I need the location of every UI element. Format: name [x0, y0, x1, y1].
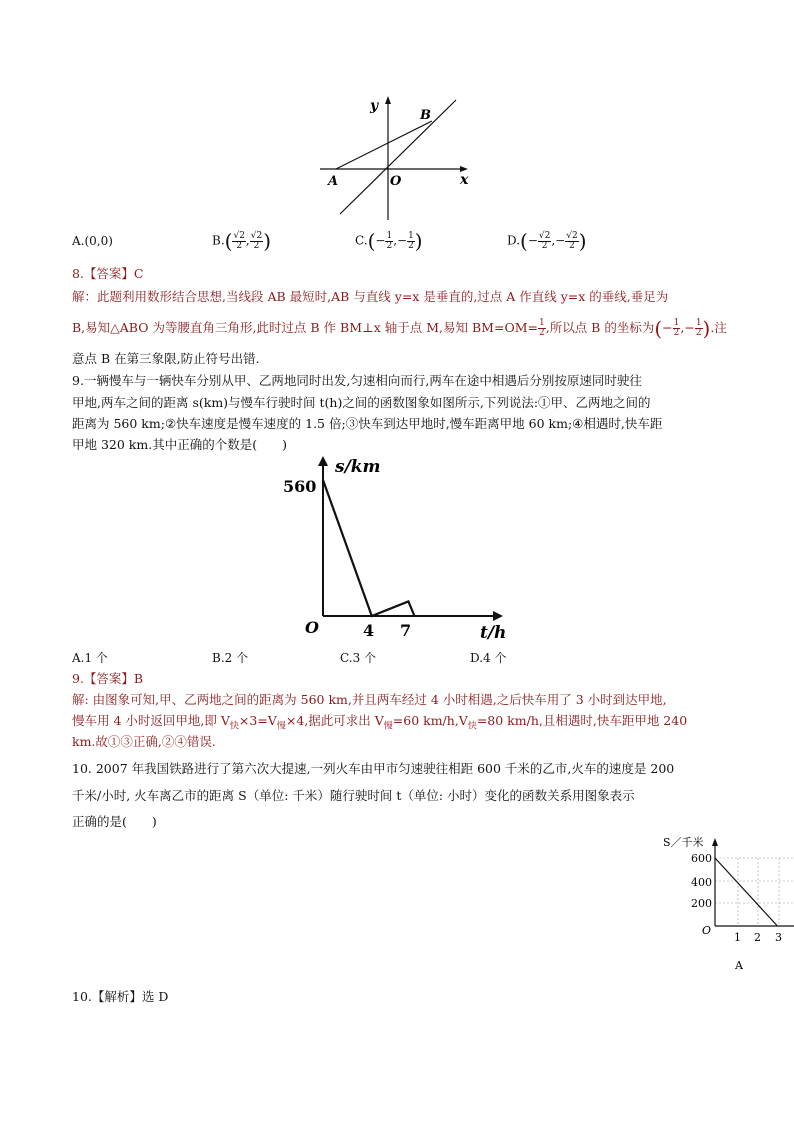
- chart-caption-a: A: [735, 959, 743, 972]
- text: ×3=V: [238, 713, 277, 728]
- q8-answer: 8.【答案】C: [72, 266, 144, 281]
- y-axis-label: S／千米: [663, 836, 704, 849]
- num: √2: [233, 230, 245, 241]
- x-tick-1: 1: [734, 931, 741, 944]
- y-axis-label: s/km: [335, 457, 381, 477]
- text: ×4,据此可求出 V: [285, 713, 384, 728]
- num: 1: [673, 318, 680, 328]
- text: =80 km/h,且相遇时,快车距甲地 240: [476, 713, 688, 728]
- q8-solution-line2: B,易知△ABO 为等腰直角三角形,此时过点 B 作 BM⊥x 轴于点 M,易知 BM=OM= $\frac{1}{2}$ ,所以点 B 的坐标为(− $\frac{1}{2}$ ,− $\frac{1}{2}$ ).注: [72, 316, 727, 341]
- q9-solution-line3: km.故①③正确,②④错误.: [72, 734, 216, 749]
- num: 1: [695, 318, 702, 328]
- origin-label: O: [305, 618, 319, 637]
- q10-line2: 千米/小时, 火车离乙市的距离 S（单位: 千米）随行驶时间 t（单位: 小时）变化的函数关系用图象表示: [72, 788, 635, 803]
- q8-solution-line1: 解：此题利用数形结合思想,当线段 AB 最短时,AB 与直线 y=x 是垂直的,过点 A 作直线 y=x 的垂线,垂足为: [72, 289, 669, 304]
- x-tick-3: 3: [775, 931, 782, 944]
- label-O: O: [390, 174, 402, 189]
- q9-answer: 9.【答案】B: [72, 671, 144, 686]
- q7-coordinate-figure: [310, 92, 480, 222]
- den: 2: [408, 240, 414, 251]
- den: 2: [538, 328, 545, 338]
- label-A: A: [328, 174, 339, 189]
- q9-solution-line1: 解: 由图象可知,甲、乙两地之间的距离为 560 km,并且两车经过 4 小时相遇,之后快车用了 3 小时到达甲地,: [72, 692, 667, 707]
- num: 1: [386, 230, 393, 241]
- segment-AB: [336, 121, 432, 169]
- den: 2: [236, 240, 243, 251]
- den: 2: [253, 240, 260, 251]
- prefix: B.: [212, 233, 225, 248]
- q7-option-d[interactable]: D.(− $\frac{√2}{2}$ ,− $\frac{√2}{2}$ ): [507, 229, 587, 253]
- line-y-equals-x: [340, 100, 456, 214]
- q9-option-c[interactable]: C.3 个: [340, 651, 377, 665]
- sub: 快: [229, 721, 239, 732]
- q9-line3: 距离为 560 km;②快车速度是慢车速度的 1.5 倍;③快车到达甲地时,慢车距离甲地 60 km;④相遇时,快车距: [72, 416, 663, 431]
- S-series-line: [715, 858, 777, 926]
- text: ,所以点 B 的坐标为: [545, 320, 655, 335]
- x-tick-4: 4: [363, 621, 375, 640]
- q10-chart-a: [655, 830, 794, 975]
- q9-line1: 9.一辆慢车与一辆快车分别从甲、乙两地同时出发,匀速相向而行,两车在途中相遇后分别按原速同时驶往: [72, 373, 642, 388]
- q9-line4: 甲地 320 km.其中正确的个数是( ): [72, 437, 287, 452]
- sub: 慢: [276, 721, 286, 732]
- label-x: x: [460, 172, 469, 188]
- den: 2: [673, 328, 680, 338]
- q9-option-b[interactable]: B.2 个: [212, 651, 249, 665]
- prefix: C.: [355, 233, 368, 248]
- q7-option-a[interactable]: A.(0,0): [72, 234, 113, 248]
- num: √2: [538, 230, 551, 241]
- num: 1: [538, 318, 545, 328]
- text: B,易知△ABO 为等腰直角三角形,此时过点 B 作 BM⊥x 轴于点 M,易知 BM=OM=: [72, 320, 538, 335]
- q8-solution-line3: 意点 B 在第三象限,防止符号出错.: [72, 351, 260, 366]
- q7-option-c[interactable]: C.(− $\frac{1}{2}$ ,− $\frac{1}{2}$ ): [355, 229, 423, 253]
- num: √2: [566, 230, 578, 241]
- den: 2: [695, 328, 702, 338]
- q9-line2: 甲地,两车之间的距离 s(km)与慢车行驶时间 t(h)之间的函数图象如图所示,下列说法:①甲、乙两地之间的: [72, 395, 651, 410]
- x-axis-label: t/h: [480, 623, 507, 643]
- y-tick-560: 560: [283, 477, 317, 496]
- text: =60 km/h,V: [392, 713, 468, 728]
- den: 2: [541, 240, 548, 251]
- x-tick-2: 2: [754, 931, 761, 944]
- q9-chart: [275, 450, 515, 645]
- grid: [715, 858, 794, 926]
- q9-option-a[interactable]: A.1 个: [72, 651, 108, 665]
- label-y: y: [370, 98, 379, 114]
- sub: 快: [467, 721, 477, 732]
- q10-line1: 10. 2007 年我国铁路进行了第六次大提速,一列火车由甲市匀速驶往相距 600 千米的乙市,火车的速度是 200: [72, 761, 675, 776]
- distance-series-line: [323, 480, 415, 616]
- text: .注: [710, 320, 727, 335]
- label-B: B: [420, 108, 431, 123]
- y-tick-200: 200: [691, 897, 712, 910]
- den: 2: [386, 240, 393, 251]
- q10-answer: 10.【解析】选 D: [72, 989, 169, 1004]
- den: 2: [569, 240, 575, 251]
- y-tick-600: 600: [691, 852, 712, 865]
- y-tick-400: 400: [691, 876, 712, 889]
- origin-label: O: [702, 924, 712, 937]
- sub: 慢: [383, 721, 393, 732]
- num: √2: [250, 230, 263, 241]
- q7-option-b[interactable]: B.( $\frac{√2}{2}$ , $\frac{√2}{2}$ ): [212, 229, 272, 253]
- q10-line3: 正确的是( ): [72, 814, 157, 829]
- num: 1: [408, 230, 414, 241]
- q9-option-d[interactable]: D.4 个: [470, 651, 507, 665]
- x-tick-7: 7: [400, 621, 412, 640]
- prefix: D.: [507, 233, 521, 248]
- text: 慢车用 4 小时返回甲地,即 V: [72, 713, 230, 728]
